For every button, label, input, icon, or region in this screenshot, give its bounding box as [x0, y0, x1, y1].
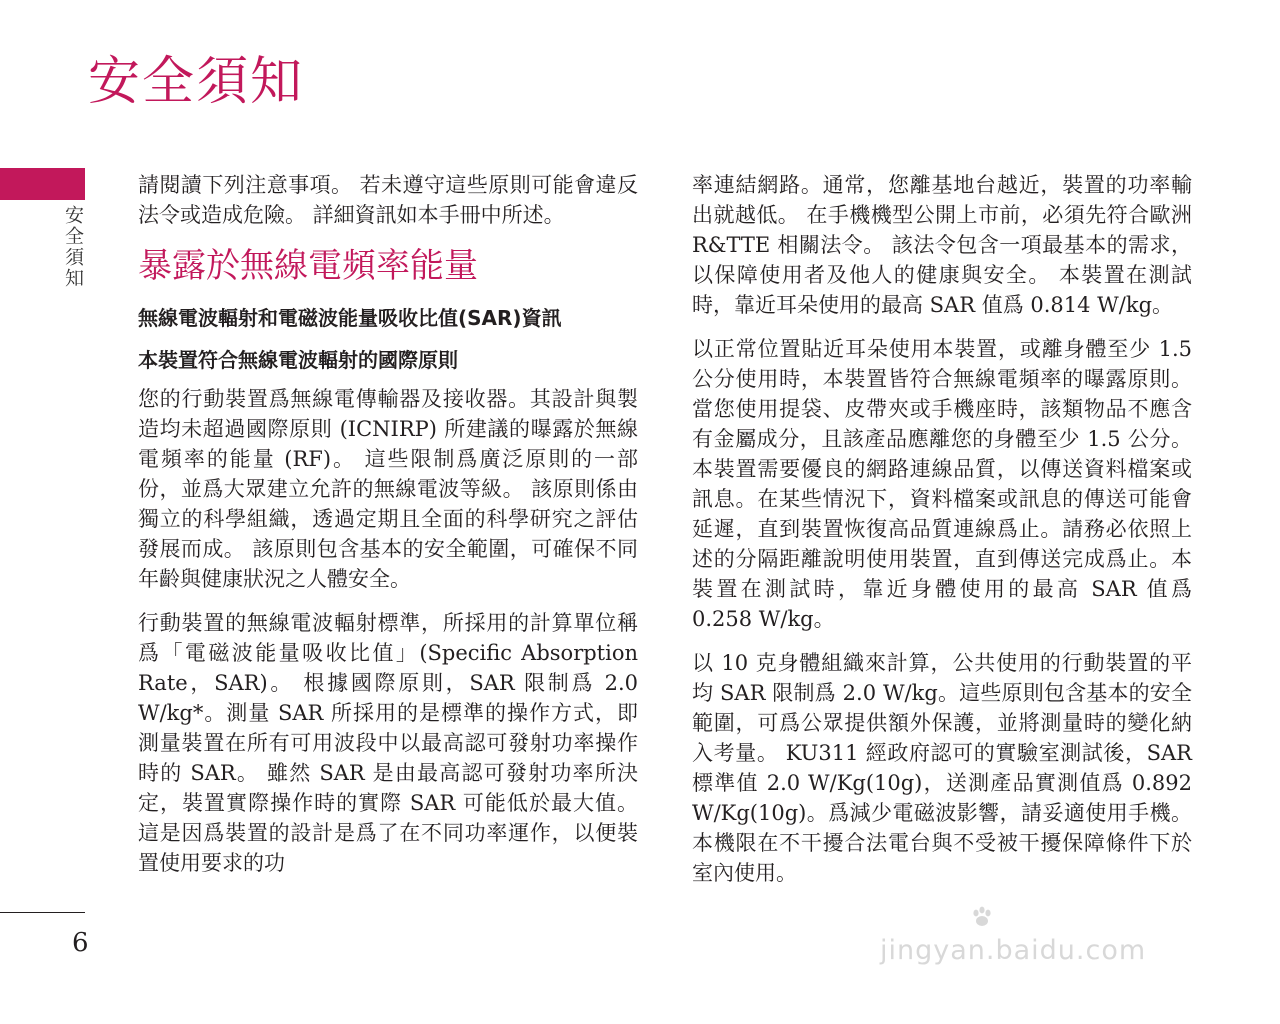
body-paragraph: 以正常位置貼近耳朵使用本裝置，或離身體至少 1.5 公分使用時，本裝置皆符合無線電頻率的曝露原則。 當您使用提袋、皮帶夾或手機座時，該類物品不應含有金屬成分，且該產品應離您的身體至少 1.5 公分。 本裝置需要優良的網路連線品質，以傳送資料檔案或訊息。在某些情況下，資料檔案或訊息的傳送可能會延遲，直到裝置恢復高品質連線爲止。請務必依照上述的分隔距離說明使用裝置，直到傳送完成爲止。本裝置在測試時，靠近身體使用的最高 SAR 值爲 0.258 W/kg。	[692, 337, 1192, 631]
body-paragraph: 您的行動裝置爲無線電傳輸器及接收器。其設計與製造均未超過國際原則 (ICNIRP) 所建議的曝露於無線電頻率的能量 (RF)。 這些限制爲廣泛原則的一部份，並爲大眾建立允許的無線電波等級。 該原則係由獨立的科學組織，透過定期且全面的科學研究之評估發展而成。 該原則包含基本的安全範圍，可確保不同年齡與健康狀況之人體安全。	[138, 387, 638, 591]
page-title: 安全須知	[88, 52, 305, 112]
page-number-divider	[0, 912, 85, 913]
subheading-international-guidelines: 本裝置符合無線電波輻射的國際原則	[138, 348, 458, 372]
body-paragraph: 率連結網路。通常，您離基地台越近，裝置的功率輸出就越低。 在手機機型公開上市前，必須先符合歐洲 R&TTE 相關法令。 該法令包含一項最基本的需求，以保障使用者及他人的健康與安全。 本裝置在測試時，靠近耳朵使用的最高 SAR 值爲 0.814 W/kg。	[692, 173, 1192, 317]
left-column	[138, 170, 638, 892]
section-heading: 暴露於無線電頻率能量	[138, 246, 478, 286]
subheading-sar-info: 無線電波輻射和電磁波能量吸收比值(SAR)資訊	[138, 306, 562, 330]
body-paragraph: 以 10 克身體組織來計算，公共使用的行動裝置的平均 SAR 限制爲 2.0 W/kg。這些原則包含基本的安全範圍，可爲公眾提供額外保護，並將測量時的變化納入考量。 KU311 經政府認可的實驗室測試後，SAR 標準值 2.0 W/Kg(10g)，送測產品實測值爲 0.892 W/Kg(10g)。爲減少電磁波影響，請妥適使用手機。本機限在不干擾合法電台與不受被干擾保障條件下於室內使用。	[692, 651, 1192, 885]
intro-paragraph: 請閱讀下列注意事項。 若未遵守這些原則可能會違反法令或造成危險。 詳細資訊如本手冊中所述。	[138, 173, 638, 227]
page-number: 6	[72, 928, 89, 958]
side-section-label: 安全須知	[62, 205, 84, 289]
watermark-text: jingyan.baidu.com	[880, 935, 1147, 966]
section-tab-marker	[0, 168, 85, 200]
baidu-paw-icon	[970, 905, 994, 929]
body-paragraph: 行動裝置的無線電波輻射標準，所採用的計算單位稱爲「電磁波能量吸收比值」(Specific Absorption Rate，SAR)。 根據國際原則，SAR 限制爲 2.0 W/kg*。測量 SAR 所採用的是標準的操作方式，即測量裝置在所有可用波段中以最高認可發射功率操作時的 SAR。 雖然 SAR 是由最高認可發射功率所決定，裝置實際操作時的實際 SAR 可能低於最大值。 這是因爲裝置的設計是爲了在不同功率運作，以便裝置使用要求的功	[138, 611, 638, 875]
right-column	[692, 170, 1192, 902]
